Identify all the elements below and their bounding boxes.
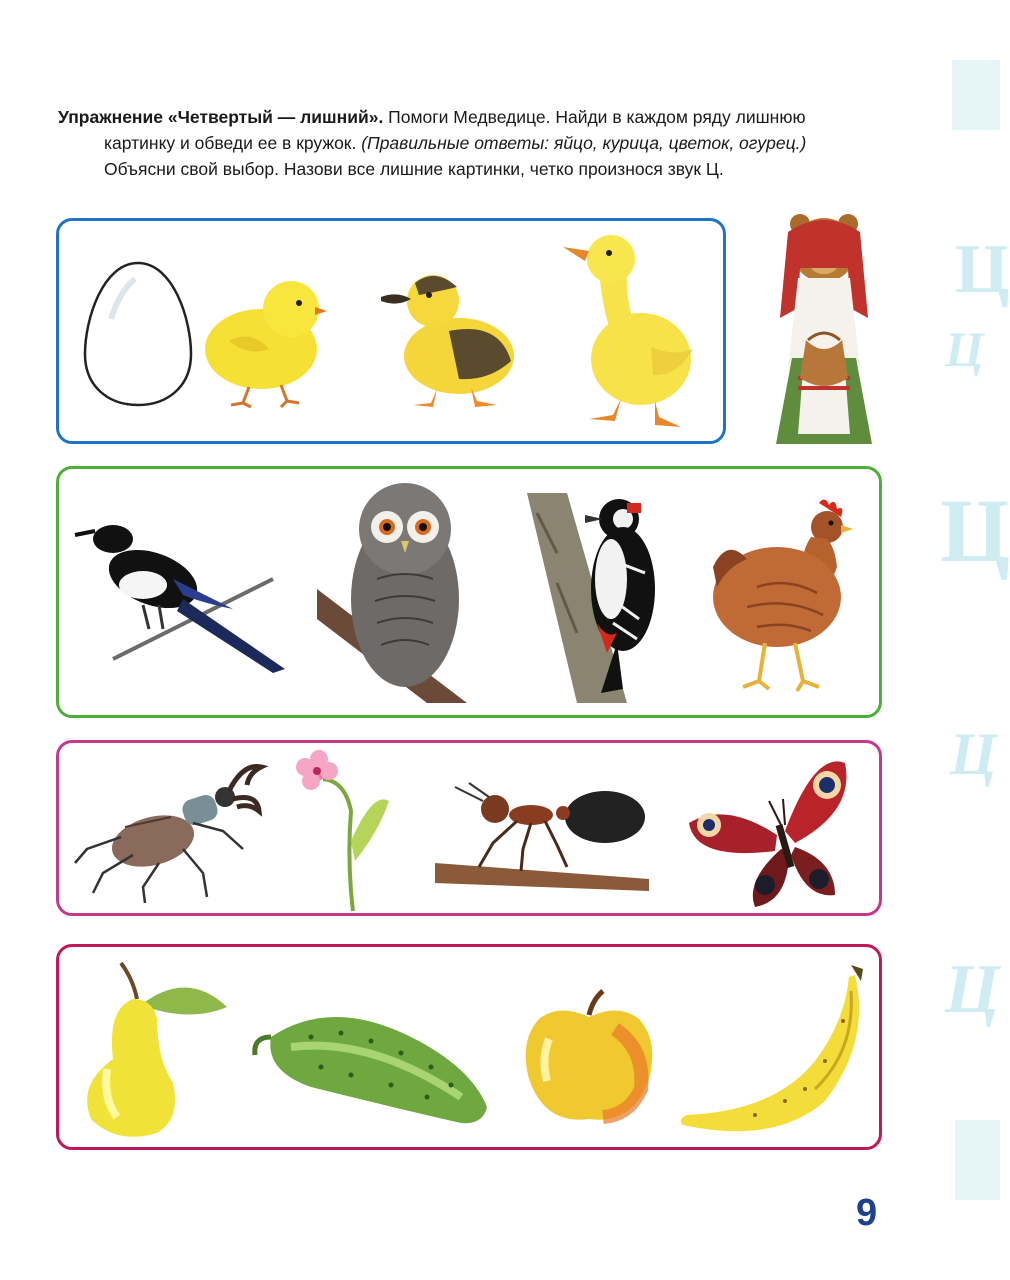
banana-picture[interactable] <box>675 961 875 1143</box>
instruction-text-2: картинку и обведи ее в кружок. <box>104 133 362 153</box>
woodpecker-picture[interactable] <box>527 493 667 703</box>
stag-beetle-picture[interactable] <box>73 753 263 903</box>
row-3-box <box>56 740 882 916</box>
row-1-box <box>56 218 726 444</box>
instruction-text-3: Объясни свой выбор. Назови все лишние картинки, четко произнося звук Ц. <box>104 159 724 179</box>
row-4-box <box>56 944 882 1150</box>
exercise-title: Упражнение «Четвертый — лишний». <box>58 107 384 127</box>
row-2-box <box>56 466 882 718</box>
magpie-picture[interactable] <box>73 519 293 679</box>
egg-picture[interactable] <box>83 259 193 409</box>
instruction-line-2 <box>58 130 898 156</box>
duckling-picture[interactable] <box>379 261 519 411</box>
correct-answers: (Правильные ответы: яйцо, курица, цветок, огурец.) <box>361 133 807 153</box>
pear-picture[interactable] <box>77 959 237 1141</box>
instruction-line-3 <box>58 156 898 182</box>
hen-picture[interactable] <box>707 497 857 697</box>
instruction-text-1: Помоги Медведице. Найди в каждом ряду лишнюю <box>383 107 806 127</box>
decorative-letter: Ц <box>945 321 984 377</box>
decorative-letter: Ц <box>950 721 997 787</box>
bear-mascot <box>764 208 884 448</box>
page-number: 9 <box>856 1192 878 1234</box>
flower-picture[interactable] <box>295 751 395 911</box>
butterfly-picture[interactable] <box>685 751 855 911</box>
decorative-letter: Ц <box>940 482 1010 581</box>
apple-picture[interactable] <box>519 989 659 1129</box>
cucumber-picture[interactable] <box>251 997 491 1127</box>
decorative-block <box>952 60 1000 130</box>
chick-picture[interactable] <box>199 271 329 411</box>
decorative-letter: Ц <box>955 231 1010 308</box>
decorative-letter: Ц <box>945 951 1000 1028</box>
decorative-block <box>955 1120 1000 1200</box>
owl-picture[interactable] <box>317 479 477 709</box>
instruction-line-1 <box>58 104 898 130</box>
gosling-picture[interactable] <box>559 229 699 434</box>
ant-picture[interactable] <box>435 783 649 893</box>
instructions <box>58 104 898 182</box>
